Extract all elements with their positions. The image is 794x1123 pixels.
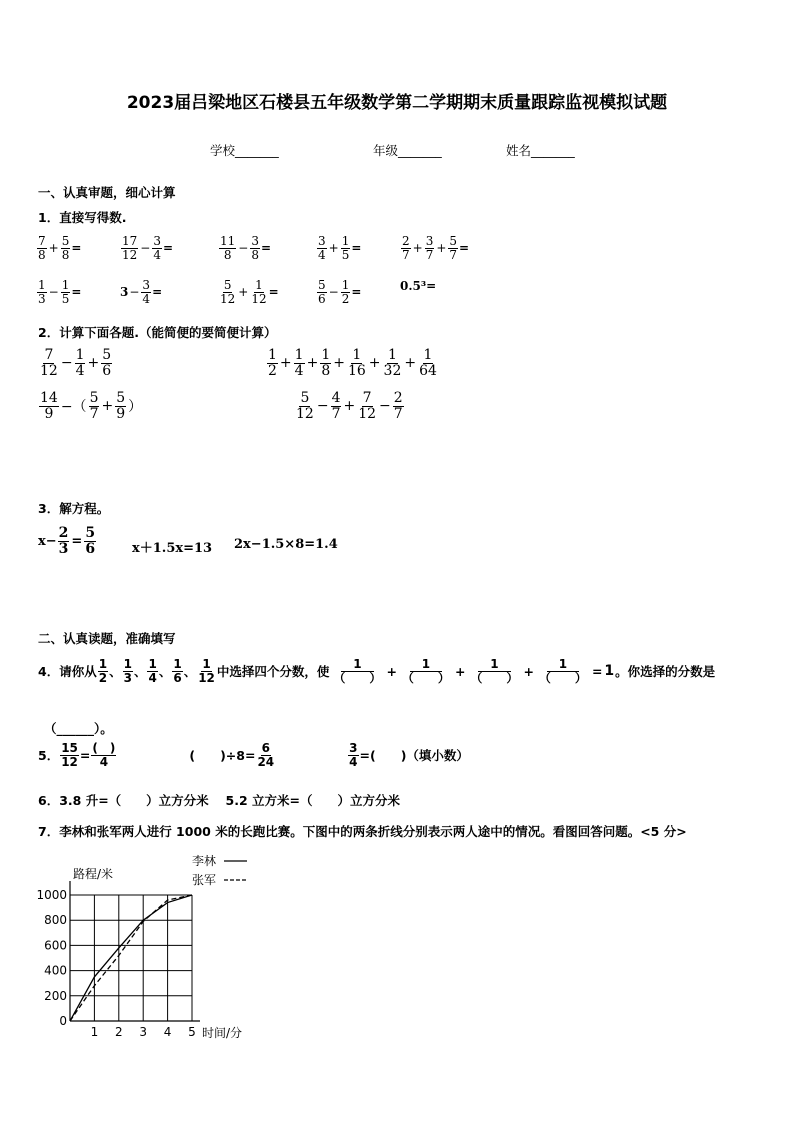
q1-equals: = [426,279,437,293]
q5-frac-d [348,742,358,768]
name-blank: _______ [531,143,575,158]
q1-frac-c-den: 7 [449,247,458,262]
q2-e2-frac-den: 32 [383,362,402,379]
q1-op: − [140,241,151,256]
q4-sep: 、 [109,664,122,680]
q4-sep: 、 [183,664,197,680]
q2-expr-4 [294,391,405,421]
q1-frac-a [401,235,411,261]
q3-e1-frac-a [58,526,70,556]
q1-frac-a [317,235,327,261]
q1-frac-a [219,235,236,261]
grade-field[interactable] [373,141,442,159]
legend-label-lilin: 李林 [192,854,217,868]
q2-e4-frac [393,391,404,421]
q3-e1-eq: = [71,533,83,549]
q1-item-text: 0.5³ [400,279,427,293]
q1-op: − [48,285,59,300]
q2-e2-frac-den: 4 [294,362,304,379]
q2-e4-frac [295,391,315,421]
q1-frac-a [37,235,47,261]
q4-blank-num: 1 [478,658,510,672]
q2-label: 2．计算下面各题.（能简便的要简便计算） [38,325,277,340]
q2-e3-frac-a [89,391,100,421]
q1-frac-b [61,279,71,305]
q2-e2-frac [347,348,367,378]
q1-frac-b-num: 1 [341,278,350,292]
q4-choice-frac-den: 6 [173,670,182,685]
q1-item [316,235,361,261]
q1-op: − [328,285,339,300]
q1-op: − [238,241,249,256]
q1-frac-b [152,235,162,261]
q2-e2-frac-den: 8 [321,362,331,379]
q1-label: 1．直接写得数. [38,210,127,225]
section1-title: 一、认真审题，细心计算 [38,185,176,200]
q2-e1-frac-num: 5 [102,347,112,363]
school-blank: _______ [235,143,279,158]
q3-e1-lead: x− [38,533,57,549]
q2-e2-op: + [368,355,381,372]
q5-frac-b [91,742,116,768]
q4-blank-den[interactable]: （ ） [538,670,587,685]
q1-equals: = [71,285,82,300]
q5-frac-a [60,742,79,768]
q1-frac-b-num: 3 [251,234,259,248]
q2-e4-op: + [343,398,356,415]
q3-eq-1 [38,526,97,556]
q1-op: + [328,241,339,256]
q2-e1-frac [101,348,112,378]
q2-e1-frac-den: 6 [102,362,112,379]
q2-e3-frac-a-num: 5 [89,390,99,406]
q1-frac-b-den: 7 [425,247,434,262]
q4-choice-frac [197,658,216,684]
x-tick-label: 1 [90,1025,99,1039]
q1-op: + [238,285,249,300]
q1-frac-b-num: 3 [153,234,161,248]
q2-e2-frac-num: 1 [294,347,304,363]
q2-e4-frac-num: 7 [362,390,372,406]
q1-op2: + [436,241,447,256]
q2-e2-frac-num: 1 [423,347,433,363]
q2-e2-frac [294,348,305,378]
q1-equals: = [162,241,174,256]
q4-blank-frac [538,658,588,684]
q4-choice-frac-den: 4 [148,670,157,685]
q1-frac-a-num: 17 [122,234,138,248]
q1-frac-b-den: 8 [61,247,70,262]
q5-d-tail: =( )（填小数） [359,748,469,764]
series-line-lilin [70,895,192,1021]
q1-op: − [129,285,140,300]
x-axis-label: 时间/分 [202,1026,243,1040]
x-tick-label: 5 [188,1025,196,1039]
q5-frac-b-den: 4 [99,754,109,769]
name-label: 姓名 [506,143,532,158]
q4-choice-frac [98,658,108,684]
q4-choice-frac-num: 1 [123,657,132,671]
q1-frac-a-den: 12 [122,247,138,262]
q1-item [120,279,162,305]
q1-frac-b-num: 3 [142,278,151,292]
q4-answer[interactable]: （______）。 [44,721,113,736]
q2-e1-frac-num: 1 [75,347,85,363]
q5-line [38,742,469,768]
q1-frac-a-den: 3 [38,291,46,306]
q4-choice-frac-den: 3 [123,670,132,685]
q2-e3-frac-lead-num: 14 [40,390,58,406]
q4-blank-num: 1 [547,658,579,672]
q2-e2-frac-num: 1 [352,347,362,363]
q2-e4-frac-den: 7 [393,405,403,422]
q2-e4-frac-den: 12 [358,405,377,422]
q4-sep: 、 [158,664,172,680]
grade-blank: _______ [398,143,442,158]
q2-e2-op: + [333,355,345,372]
q2-e3-frac-a-den: 7 [89,405,99,422]
q1-frac-b-den: 4 [153,247,161,262]
q1-frac-b-num: 1 [341,234,350,248]
q4-plus: + [386,663,397,679]
q1-item [36,235,81,261]
q2-e3-frac-b-den: 9 [116,405,126,422]
q2-e2-op: + [306,355,319,372]
q4-blank-num: 1 [410,658,442,672]
q1-frac-a-num: 7 [38,234,46,248]
q7-text: 7．李林和张军两人进行 1000 米的长跑比赛。下图中的两条折线分别表示两人途中的情况。看图回答问题。<5 分> [38,824,687,839]
q2-e1-frac [75,348,86,378]
q1-frac-b-num: 1 [255,278,263,292]
q1-item [316,279,361,305]
q2-e4-frac-num: 2 [393,390,403,406]
q5-frac-b-num[interactable]: ( ) [92,741,116,755]
q2-e1-frac-den: 4 [75,362,85,379]
q4-plus: + [523,663,534,679]
q1-frac-b [250,235,260,261]
q1-frac-a-den: 8 [38,247,46,262]
q2-expr-2 [266,348,439,378]
q2-e4-frac-num: 4 [331,390,341,406]
q1-item [218,235,271,261]
school-field[interactable] [210,141,279,159]
q3-e1-frac-a-den: 3 [58,540,69,557]
q1-item [400,279,436,293]
q1-frac-b-den: 5 [61,291,70,306]
q1-frac-b-den: 12 [251,291,267,306]
q1-item [218,279,279,305]
q4-choice-frac-num: 1 [98,657,108,671]
q4-blank-frac [469,658,519,684]
q2-e2-frac-num: 1 [268,347,277,363]
q2-e3-frac-lead-den: 9 [44,405,54,422]
q1-item [120,235,173,261]
q4-sep: 、 [133,664,147,680]
q4-plus: + [454,663,466,679]
q1-equals: = [71,241,82,256]
q4-choice-frac-num: 1 [148,657,157,671]
q3-e1-frac-b-den: 6 [85,540,96,557]
q2-e4-frac-num: 5 [300,390,310,406]
q1-equals: = [459,241,470,256]
q5-label: 5． [38,748,60,764]
q1-frac-a-num: 5 [318,278,326,292]
q2-e4-frac-den: 7 [331,405,341,422]
q2-e2-frac-num: 1 [321,347,331,363]
q1-frac-a-num: 3 [318,234,326,248]
q1-item [36,279,81,305]
q6-text: 6．3.8 升=（ ）立方分米 5.2 立方米=（ ）立方分米 [38,793,400,808]
q1-frac-a-num: 1 [38,278,46,292]
q4-label: 4．请你从 [38,664,97,680]
q4-choice-frac-num: 1 [173,657,182,671]
q2-e1-frac [39,348,59,378]
q2-e4-op: − [316,398,329,415]
q2-e2-frac [418,348,438,378]
q1-frac-b [425,235,435,261]
q1-frac-a-num: 2 [402,234,410,248]
q1-frac-a [37,279,47,305]
q1-frac-a-den: 6 [318,291,326,306]
q3-label: 3．解方程。 [38,501,110,516]
q4-blank-den[interactable]: （ ） [333,670,382,685]
y-tick-label: 1000 [36,888,67,902]
q2-e2-frac [320,348,331,378]
y-tick-label: 600 [44,938,67,953]
q4-blank-den[interactable]: （ ） [401,670,450,685]
q1-op: + [412,241,423,256]
q2-e2-frac-num: 1 [387,347,397,363]
q1-frac-a-den: 12 [220,291,236,306]
q1-frac-b [341,279,351,305]
y-tick-label: 200 [44,988,67,1003]
q4-blank-num: 1 [341,658,373,672]
q4-eq: = [591,663,603,679]
q5-frac-a-num: 15 [61,741,78,755]
y-tick-label: 400 [44,963,67,978]
q1-frac-a [219,279,236,305]
q1-frac-a-den: 7 [402,247,410,262]
legend-label-zhangjun: 张军 [192,873,217,887]
q1-frac-b [141,279,151,305]
q1-frac-c [448,235,458,261]
q1-op: + [48,241,59,256]
q4-blank-frac [401,658,451,684]
q2-e4-frac [357,391,377,421]
q2-e2-frac-den: 64 [419,362,437,379]
school-label: 学校 [210,143,236,158]
q3-e1-frac-b-num: 5 [85,525,96,541]
q1-equals: = [260,241,272,256]
q1-item-lead: 3 [120,285,129,300]
q1-equals: = [152,285,163,300]
q1-frac-b-den: 8 [251,247,259,262]
q1-frac-b-num: 1 [61,278,70,292]
q1-frac-a-den: 8 [223,247,232,262]
q4-choice-frac-den: 2 [98,670,108,685]
q1-equals: = [268,285,279,300]
q1-frac-b-den: 4 [142,291,151,306]
q2-e2-frac-den: 2 [268,362,277,379]
y-tick-label: 0 [59,1014,67,1028]
q2-e4-frac-den: 12 [296,405,314,422]
name-field[interactable] [506,141,575,159]
q2-e2-op: + [279,355,292,372]
q2-e1-frac-num: 7 [44,347,54,363]
q5-frac-a-den: 12 [61,754,78,769]
q1-frac-b [250,279,267,305]
q2-e3-op: + [101,398,114,415]
q4-blank-den[interactable]: （ ） [470,670,519,685]
q5-eq1: = [79,747,91,763]
q4-mid: 中选择四个分数，使 [216,664,330,680]
x-tick-label: 3 [139,1025,148,1039]
q1-frac-c-num: 5 [449,234,458,248]
q4-choice-frac [147,658,157,684]
q1-frac-a-num: 5 [223,278,232,292]
section2-title: 二、认真读题，准确填写 [38,631,176,646]
q1-frac-a-num: 11 [220,234,236,248]
q2-e3-frac-b-num: 5 [116,390,126,406]
q2-e1-op: − [60,355,73,372]
q3-e1-frac-b [84,526,96,556]
q1-frac-b-den: 2 [341,291,350,306]
q5-frac-c-den: 24 [257,754,275,769]
q2-e2-frac [267,348,278,378]
q4-choice-frac-den: 12 [198,670,215,685]
page-title: 2023届吕梁地区石楼县五年级数学第二学期期末质量跟踪监视模拟试题 [126,93,668,113]
q4-blank-frac [332,658,382,684]
q2-e2-frac [383,348,403,378]
q2-e1-op: + [87,355,100,372]
x-tick-label: 2 [114,1025,123,1039]
q3-e1-frac-a-num: 2 [58,525,69,541]
q2-e2-op: + [404,355,417,372]
q1-frac-b [61,235,71,261]
q3-eq-2: x＋1.5x=13 [132,541,213,556]
q1-frac-b-num: 3 [425,234,434,248]
q1-frac-b [341,235,351,261]
q5-frac-c [256,742,275,768]
q2-e3-frac-lead [39,391,59,421]
q3-eq-3: 2x−1.5×8=1.4 [234,537,338,552]
y-tick-label: 800 [44,913,67,928]
x-tick-label: 4 [163,1025,172,1039]
q1-frac-a [317,279,327,305]
q2-e3-frac-b [115,391,126,421]
q5-c-lead: ( )÷8= [189,748,256,764]
q1-item [400,235,469,261]
q1-frac-b-num: 5 [61,234,70,248]
q4-rhs: 1 [604,663,615,680]
y-axis-label: 路程/米 [73,867,114,881]
q4-choice-frac [172,658,182,684]
q5-frac-d-num: 3 [349,741,358,755]
q1-frac-b-den: 5 [341,247,350,262]
q1-frac-a [121,235,138,261]
series-line-zhangjun [70,895,192,1021]
grade-label: 年级 [373,143,399,158]
q2-expr-3 [38,391,143,421]
q2-expr-1 [38,348,113,378]
q5-frac-c-num: 6 [261,741,270,755]
q2-e4-frac [331,391,342,421]
q5-frac-d-den: 4 [349,754,358,769]
q1-equals: = [351,241,362,256]
distance-time-chart [30,850,270,1045]
q4-choice-frac [123,658,133,684]
q2-e3-paren-open: −（ [60,399,87,416]
q2-e3-paren-close: ） [128,399,143,416]
q2-e1-frac-den: 12 [40,362,58,379]
q1-equals: = [351,285,362,300]
q1-frac-a-den: 4 [318,247,326,262]
q2-e4-op: − [379,398,391,415]
q2-e2-frac-den: 16 [347,362,366,379]
q4-tail: 。你选择的分数是 [615,664,716,680]
q4-line [38,658,715,684]
q4-choice-frac-num: 1 [202,657,211,671]
